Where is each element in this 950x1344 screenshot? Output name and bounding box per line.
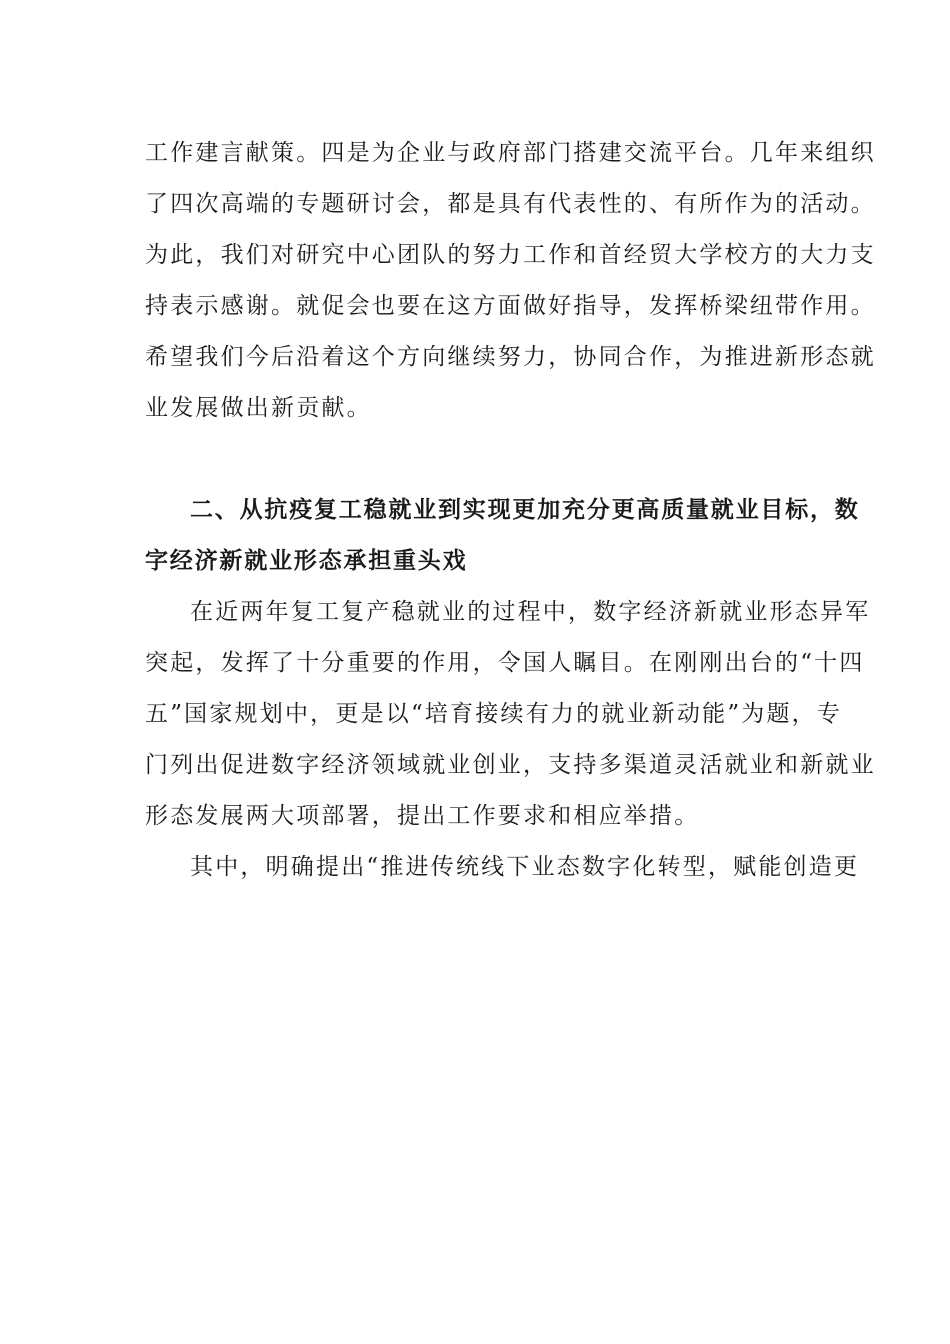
paragraph-1-line-1: 工作建言献策。四是为企业与政府部门搭建交流平台。几年来组织 [145, 140, 876, 166]
paragraph-1-line-3: 为此，我们对研究中心团队的努力工作和首经贸大学校方的大力支 [145, 242, 876, 268]
section-heading-line-2: 字经济新就业形态承担重头戏 [145, 548, 468, 574]
paragraph-2-line-1: 在近两年复工复产稳就业的过程中，数字经济新就业形态异军 [190, 599, 871, 625]
paragraph-2-line-5: 形态发展两大项部署，提出工作要求和相应举措。 [145, 803, 700, 829]
section-heading-line-1: 二、从抗疫复工稳就业到实现更加充分更高质量就业目标，数 [190, 497, 860, 523]
paragraph-2-line-2: 突起，发挥了十分重要的作用，令国人瞩目。在刚刚出台的“十四 [145, 650, 865, 676]
paragraph-3-line-1: 其中，明确提出“推进传统线下业态数字化转型，赋能创造更 [190, 854, 860, 880]
paragraph-2-line-3: 五”国家规划中，更是以“培育接续有力的就业新动能”为题，专 [145, 701, 843, 727]
paragraph-1-line-5: 希望我们今后沿着这个方向继续努力，协同合作，为推进新形态就 [145, 344, 876, 370]
paragraph-1-line-4: 持表示感谢。就促会也要在这方面做好指导，发挥桥梁纽带作用。 [145, 293, 876, 319]
paragraph-1-line-2: 了四次高端的专题研讨会，都是具有代表性的、有所作为的活动。 [145, 191, 876, 217]
paragraph-2-line-4: 门列出促进数字经济领域就业创业，支持多渠道灵活就业和新就业 [145, 752, 876, 778]
paragraph-1-line-6: 业发展做出新贡献。 [145, 395, 372, 421]
